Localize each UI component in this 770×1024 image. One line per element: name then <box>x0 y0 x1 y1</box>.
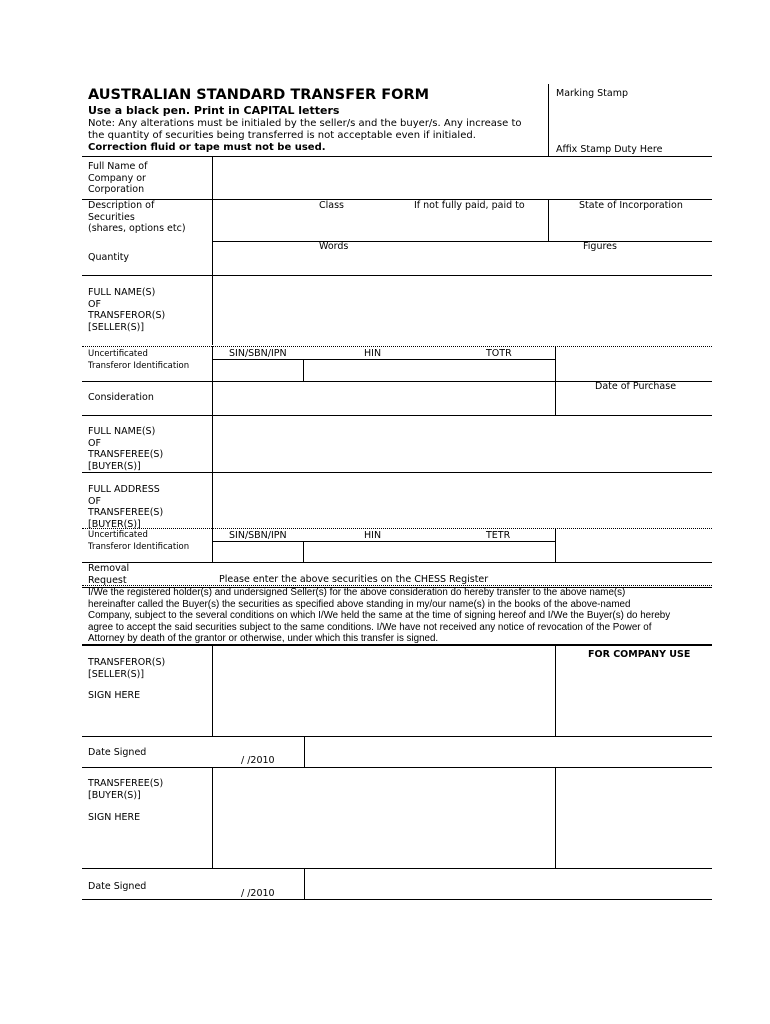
figures-label: Figures <box>583 241 617 252</box>
buyer-sign-label: TRANSFEREE(S) [BUYER(S)] <box>88 778 164 801</box>
transferee-address-field[interactable] <box>213 473 712 527</box>
company-name-field[interactable] <box>213 157 712 199</box>
quantity-words-field[interactable] <box>213 253 548 274</box>
divider <box>555 528 556 562</box>
tetr-label: TETR <box>486 530 511 541</box>
buyer-date-value[interactable]: / /2010 <box>241 888 275 899</box>
seller-witness-field[interactable] <box>305 737 712 766</box>
uncertificated-label: Uncertificated <box>88 530 148 540</box>
state-of-incorporation-label: State of Incorporation <box>579 200 683 211</box>
divider <box>212 241 712 242</box>
seller-sign-here-label: SIGN HERE <box>88 690 141 701</box>
class-label: Class <box>319 200 344 211</box>
transferee-sin-field[interactable] <box>213 542 303 561</box>
company-use-area <box>556 662 712 735</box>
consideration-label: Consideration <box>88 392 154 403</box>
buyer-sign-here-label: SIGN HERE <box>88 812 141 823</box>
securities-label: Description of Securities (shares, options etc) <box>88 200 186 234</box>
sin-label: SIN/SBN/IPN <box>229 530 287 541</box>
dotted-divider <box>82 346 712 347</box>
quantity-label: Quantity <box>88 252 130 263</box>
divider <box>82 562 712 563</box>
chess-register-instruction: Please enter the above securities on the CHESS Register <box>219 574 489 585</box>
securities-description-field[interactable] <box>213 200 548 240</box>
removal-request-label: Removal Request <box>88 563 130 586</box>
transferor-sin-field[interactable] <box>213 360 303 380</box>
consideration-field[interactable] <box>213 382 555 414</box>
words-label: Words <box>319 241 349 252</box>
transferor-name-label: FULL NAME(S) OF TRANSFEROR(S) [SELLER(S)] <box>88 287 166 333</box>
affix-stamp-label: Affix Stamp Duty Here <box>556 144 663 155</box>
uncertificated-label: Uncertificated <box>88 349 148 359</box>
sin-label: SIN/SBN/IPN <box>229 348 287 359</box>
correction-fluid-warning: Correction fluid or tape must not be used. <box>88 142 326 153</box>
transferor-hin-totr-field[interactable] <box>304 360 555 380</box>
date-of-purchase-field[interactable] <box>556 394 712 414</box>
transferee-name-label: FULL NAME(S) OF TRANSFEREE(S) [BUYER(S)] <box>88 426 164 472</box>
hin-label: HIN <box>364 348 382 359</box>
totr-label: TOTR <box>486 348 512 359</box>
for-company-use-label: FOR COMPANY USE <box>588 649 691 660</box>
transferee-name-field[interactable] <box>213 416 712 472</box>
state-of-incorporation-field[interactable] <box>549 200 712 240</box>
seller-date-signed-label: Date Signed <box>88 747 147 758</box>
transferor-name-field[interactable] <box>213 276 712 345</box>
form-title: AUSTRALIAN STANDARD TRANSFER FORM <box>88 87 430 103</box>
dotted-divider <box>82 585 712 586</box>
transferee-hin-tetr-field[interactable] <box>304 542 555 561</box>
divider <box>555 767 556 868</box>
divider <box>82 899 712 900</box>
buyer-signature-field[interactable] <box>213 768 555 867</box>
dotted-divider <box>82 528 712 529</box>
hin-label: HIN <box>364 530 382 541</box>
seller-date-value[interactable]: / /2010 <box>241 755 275 766</box>
buyer-witness-field[interactable] <box>305 869 712 898</box>
company-label: Full Name of Company or Corporation <box>88 161 148 195</box>
marking-stamp-label: Marking Stamp <box>556 88 628 99</box>
transfer-declaration: I/We the registered holder(s) and undersigned Seller(s) for the above consideration do hereby transfer to the above name(s) hereinafter called the Buyer(s) the securities as specified above standing in my/our name(s) in the books of the above-named Company, subject to the several conditions on which I/We held the same at the time of signing hereof and I/We the Buyer(s) do hereby agree to accept the said securities subject to the same conditions. I/We have not received any notice of revocation of the Power of Attorney by death of the grantor or otherwise, under which this transfer is signed. <box>88 587 671 645</box>
divider <box>555 346 556 381</box>
quantity-figures-field[interactable] <box>549 253 712 274</box>
seller-signature-field[interactable] <box>213 646 555 735</box>
transferee-identification-label: Transferor Identification <box>88 542 190 552</box>
buyer-date-signed-label: Date Signed <box>88 881 147 892</box>
transferor-identification-label: Transferor Identification <box>88 361 190 371</box>
transferee-address-label: FULL ADDRESS OF TRANSFEREE(S) [BUYER(S)] <box>88 484 164 530</box>
alterations-note: Note: Any alterations must be initialed by the seller/s and the buyer/s. Any increase to the quantity of securities being transferred is not acceptable even if initialed. <box>88 118 522 141</box>
not-fully-paid-label: If not fully paid, paid to <box>414 200 525 211</box>
seller-sign-label: TRANSFEROR(S) [SELLER(S)] <box>88 657 166 680</box>
date-of-purchase-label: Date of Purchase <box>595 381 677 392</box>
pen-instruction: Use a black pen. Print in CAPITAL letters <box>88 104 340 117</box>
stamp-duty-area[interactable] <box>549 84 712 156</box>
